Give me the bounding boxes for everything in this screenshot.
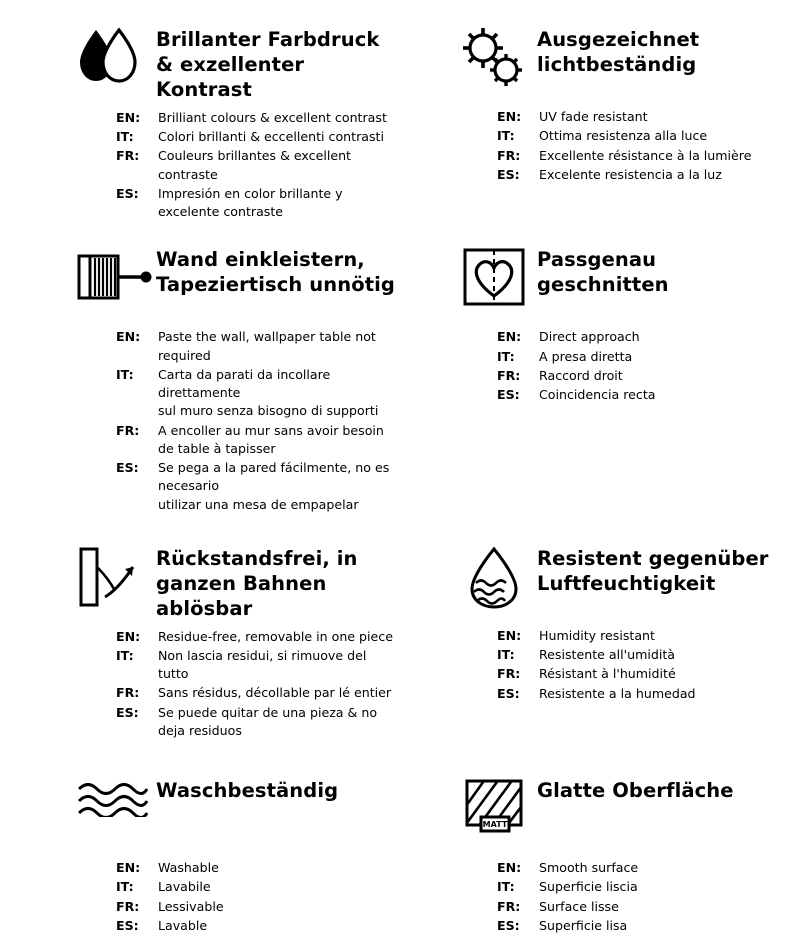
translation-row bbox=[116, 859, 397, 877]
translations-list bbox=[70, 859, 397, 935]
translation-text: Washable bbox=[158, 860, 219, 876]
translation-text: Excelente resistencia a la luz bbox=[539, 166, 722, 182]
feature-light-fastness bbox=[403, 24, 778, 222]
translation-row bbox=[116, 704, 397, 741]
translations-list bbox=[70, 328, 397, 514]
feature-paste-the-wall bbox=[22, 244, 397, 515]
translation-row bbox=[116, 422, 397, 459]
language-code: FR: bbox=[497, 898, 521, 914]
translations-list bbox=[70, 109, 397, 222]
translations-list bbox=[451, 859, 778, 935]
translations-list bbox=[70, 628, 397, 741]
feature-smooth-surface bbox=[403, 775, 778, 936]
feature-pattern-match bbox=[403, 244, 778, 515]
translation-row bbox=[116, 628, 397, 646]
heart-match-icon bbox=[451, 244, 537, 308]
translation-row bbox=[497, 127, 778, 145]
translation-row bbox=[497, 386, 778, 404]
translation-text: Residue-free, removable in one piece bbox=[158, 628, 393, 644]
language-code: FR: bbox=[116, 898, 140, 914]
translation-row bbox=[497, 367, 778, 385]
translation-text: Surface lisse bbox=[539, 898, 619, 914]
language-code: FR: bbox=[116, 422, 140, 438]
feature-title: Ausgezeichnet lichtbeständig bbox=[537, 28, 700, 76]
language-code: ES: bbox=[497, 166, 520, 182]
translation-row bbox=[116, 898, 397, 916]
language-code: EN: bbox=[116, 860, 141, 876]
language-code: IT: bbox=[116, 366, 134, 382]
translation-text: Humidity resistant bbox=[539, 627, 655, 643]
feature-header bbox=[70, 775, 397, 853]
humidity-drop-icon bbox=[451, 543, 537, 611]
language-code: ES: bbox=[116, 185, 139, 201]
translation-row bbox=[116, 328, 397, 365]
feature-residue-free bbox=[22, 543, 397, 741]
translation-text: Lavable bbox=[158, 917, 208, 933]
translation-row bbox=[497, 685, 778, 703]
translations-list bbox=[451, 328, 778, 404]
translation-text: Direct approach bbox=[539, 329, 640, 345]
language-code: IT: bbox=[497, 128, 515, 144]
language-code: ES: bbox=[116, 704, 139, 720]
language-code: IT: bbox=[497, 879, 515, 895]
translation-text: Se pega a la pared fácilmente, no es necesario utilizar una mesa de empapelar bbox=[158, 460, 390, 512]
translation-text: Coincidencia recta bbox=[539, 387, 656, 403]
language-code: ES: bbox=[116, 460, 139, 476]
language-code: IT: bbox=[116, 129, 134, 145]
translation-text: UV fade resistant bbox=[539, 109, 648, 124]
matt-surface-icon bbox=[451, 775, 537, 839]
translation-row bbox=[116, 684, 397, 702]
translations-list bbox=[451, 627, 778, 703]
translation-text: Brilliant colours & excellent contrast bbox=[158, 109, 387, 125]
translation-text: Paste the wall, wallpaper table not required bbox=[158, 329, 376, 363]
language-code: IT: bbox=[497, 647, 515, 663]
translation-text: Lessivable bbox=[158, 898, 224, 914]
language-code: ES: bbox=[497, 685, 520, 701]
translation-row bbox=[116, 647, 397, 684]
translation-row bbox=[497, 917, 778, 935]
language-code: EN: bbox=[497, 109, 522, 124]
translation-text: Impresión en color brillante y excelente contraste bbox=[158, 185, 343, 220]
feature-header bbox=[451, 24, 778, 102]
feature-brilliant-print bbox=[22, 24, 397, 222]
translation-row bbox=[497, 859, 778, 877]
translations-list bbox=[451, 108, 778, 184]
translation-text: Raccord droit bbox=[539, 367, 623, 383]
feature-header bbox=[70, 24, 397, 103]
translation-text: Excellente résistance à la lumière bbox=[539, 147, 752, 163]
feature-title: Rückstandsfrei, in ganzen Bahnen ablösbar bbox=[156, 546, 358, 620]
language-code: ES: bbox=[497, 387, 520, 403]
translation-row bbox=[116, 128, 397, 146]
feature-header bbox=[451, 543, 778, 621]
feature-humidity-resistant bbox=[403, 543, 778, 741]
translation-text: Ottima resistenza alla luce bbox=[539, 128, 708, 144]
language-code: EN: bbox=[497, 627, 522, 643]
translation-row bbox=[116, 366, 397, 421]
translation-text: Se puede quitar de una pieza & no deja residuos bbox=[158, 704, 378, 738]
language-code: EN: bbox=[497, 329, 522, 345]
language-code: IT: bbox=[116, 879, 134, 895]
translation-row bbox=[497, 348, 778, 366]
translation-row bbox=[497, 108, 778, 126]
language-code: ES: bbox=[116, 917, 139, 933]
translation-text: A encoller au mur sans avoir besoin de table à tapisser bbox=[158, 422, 384, 456]
feature-title: Wand einkleistern, Tapeziertisch unnötig bbox=[156, 248, 395, 297]
translation-row bbox=[497, 665, 778, 683]
translation-text: Resistente a la humedad bbox=[539, 685, 696, 701]
feature-title: Waschbeständig bbox=[156, 779, 339, 803]
peel-off-icon bbox=[70, 543, 156, 611]
language-code: FR: bbox=[116, 148, 140, 164]
translation-row bbox=[497, 328, 778, 346]
language-code: FR: bbox=[116, 685, 140, 701]
translation-row bbox=[497, 878, 778, 896]
translation-row bbox=[116, 147, 397, 184]
feature-header bbox=[70, 543, 397, 622]
translation-row bbox=[497, 627, 778, 645]
translation-row bbox=[116, 459, 397, 514]
feature-title: Brillanter Farbdruck & exzellenter Kontrast bbox=[156, 28, 380, 101]
feature-header bbox=[451, 244, 778, 322]
translation-row bbox=[116, 878, 397, 896]
translation-row bbox=[497, 898, 778, 916]
feature-title: Glatte Oberfläche bbox=[537, 779, 734, 803]
feature-title: Resistent gegenüber Luftfeuchtigkeit bbox=[537, 546, 769, 595]
language-code: FR: bbox=[497, 147, 521, 163]
waves-washable-icon bbox=[70, 775, 156, 817]
translation-row bbox=[116, 109, 397, 127]
language-code: FR: bbox=[497, 367, 521, 383]
translation-row bbox=[116, 917, 397, 935]
language-code: IT: bbox=[497, 348, 515, 364]
sun-gears-icon bbox=[451, 24, 537, 90]
translation-row bbox=[497, 166, 778, 184]
feature-title: Passgenau geschnitten bbox=[537, 248, 669, 297]
paste-brush-icon bbox=[70, 244, 156, 308]
translation-text: Superficie lisa bbox=[539, 917, 628, 933]
translation-text: Resistente all'umidità bbox=[539, 647, 675, 663]
translation-row bbox=[497, 147, 778, 165]
language-code: EN: bbox=[116, 628, 141, 644]
translation-text: Superficie liscia bbox=[539, 879, 638, 895]
feature-header bbox=[451, 775, 778, 853]
translation-text: Couleurs brillantes & excellent contraste bbox=[158, 148, 351, 182]
translation-text: A presa diretta bbox=[539, 348, 633, 364]
language-code: ES: bbox=[497, 917, 520, 933]
feature-grid bbox=[22, 24, 778, 936]
translation-text: Résistant à l'humidité bbox=[539, 666, 676, 682]
language-code: FR: bbox=[497, 666, 521, 682]
translation-row bbox=[116, 185, 397, 222]
feature-washable bbox=[22, 775, 397, 936]
translation-text: Carta da parati da incollare direttamente sul muro senza bisogno di supporti bbox=[158, 366, 379, 419]
matt-label: MATT bbox=[482, 820, 508, 830]
language-code: EN: bbox=[497, 860, 522, 876]
language-code: EN: bbox=[116, 329, 141, 345]
language-code: EN: bbox=[116, 109, 141, 125]
translation-text: Sans résidus, décollable par lé entier bbox=[158, 685, 392, 701]
translation-text: Smooth surface bbox=[539, 860, 639, 876]
translation-text: Lavabile bbox=[158, 879, 211, 895]
ink-drops-icon bbox=[70, 24, 156, 88]
feature-header bbox=[70, 244, 397, 322]
translation-text: Colori brillanti & eccellenti contrasti bbox=[158, 129, 384, 145]
language-code: IT: bbox=[116, 647, 134, 663]
translation-text: Non lascia residui, si rimuove del tutto bbox=[158, 647, 367, 682]
translation-row bbox=[497, 646, 778, 664]
